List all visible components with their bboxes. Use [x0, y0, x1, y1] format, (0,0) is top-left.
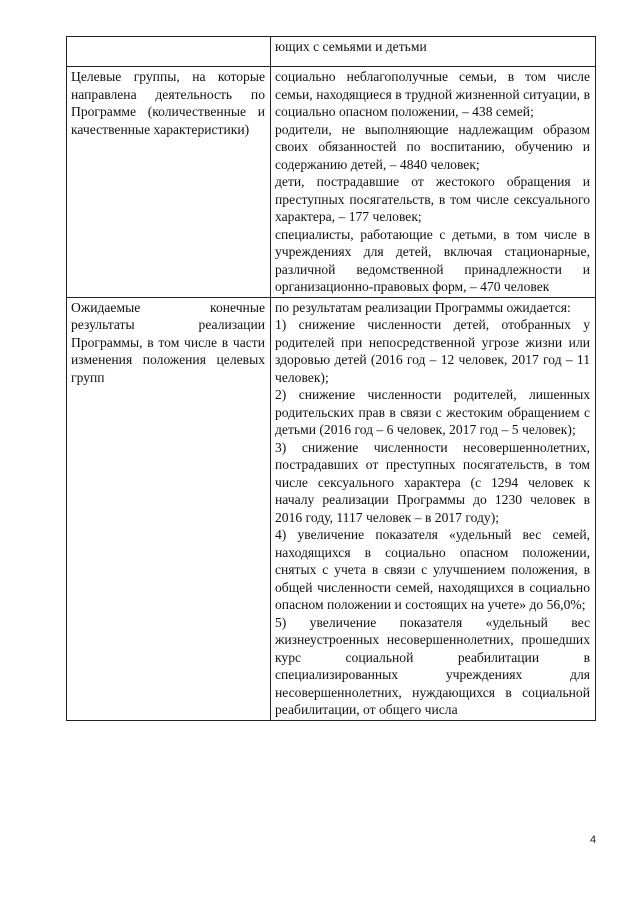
page-number: 4 — [590, 834, 597, 846]
result-item-3: 3) снижение численности несовершеннолетних, пострадавших от преступных посягательств, в том числе сексуального характера (с 1294 человек к началу реализации Программы до 1230 человек в 2016 году, 1117 человек – в 2017 году); — [275, 439, 590, 525]
target-group-specialists: специалисты, работающие с детьми, в том числе в учреждениях для детей, включая стационарные, различной ведомственной принадлежности и организационно-правовых форм, – 470 человек — [275, 226, 590, 294]
table-row-continuation — [67, 37, 596, 67]
target-group-parents: родители, не выполняющие надлежащим образом своих обязанностей по воспитанию, обучению и содержанию детей, – 4840 человек; — [275, 121, 590, 172]
result-item-4: 4) увеличение показателя «удельный вес семей, находящихся в социально опасном положении, снятых с учета в связи с улучшением положения, в общей численности семей, находящихся в социально опасном положении и состоящих на учете» до 56,0%; — [275, 527, 590, 612]
results-intro: по результатам реализации Программы ожидается: — [275, 299, 571, 315]
target-group-children: дети, пострадавшие от жестокого обращения и преступных посягательств, в том числе сексуального характера, – 177 человек; — [275, 174, 590, 224]
row-2-value — [271, 297, 596, 720]
result-item-5: 5) увеличение показателя «удельный вес жизнеустроенных несовершеннолетних, прошедших курс социальной реабилитации в специализированных учреждениях для несовершеннолетних, нуждающихся в социальной реабилитации, от общего числа — [275, 614, 590, 717]
table-row-expected-results — [67, 297, 596, 720]
row-0-value — [271, 37, 596, 67]
table-row-target-groups — [67, 67, 596, 298]
target-group-families: социально неблагополучные семьи, в том числе семьи, находящиеся в трудной жизненной ситуации, в социально опасном положении, – 438 семей; — [275, 69, 590, 119]
result-item-1: 1) снижение численности детей, отобранных у родителей при непосредственной угрозе жизни или здоровью детей (2016 год – 12 человек, 2017 год – 11 человек); — [275, 317, 590, 385]
result-item-2: 2) снижение численности родителей, лишенных родительских прав в связи с жестоким обращением с детьми (2016 год – 6 человек, 2017 год – 5 человек); — [275, 387, 590, 437]
row-1-value — [271, 67, 596, 298]
row-0-text: ющих с семьями и детьми — [275, 39, 427, 54]
row-2-label: Ожидаемые конечные результаты реализации Программы, в том числе в части изменения положения целевых групп — [67, 297, 271, 720]
row-0-label — [67, 37, 271, 67]
row-1-label: Целевые группы, на которые направлена деятельность по Программе (количественные и качественные характеристики) — [67, 67, 271, 298]
program-passport-table — [66, 36, 596, 721]
